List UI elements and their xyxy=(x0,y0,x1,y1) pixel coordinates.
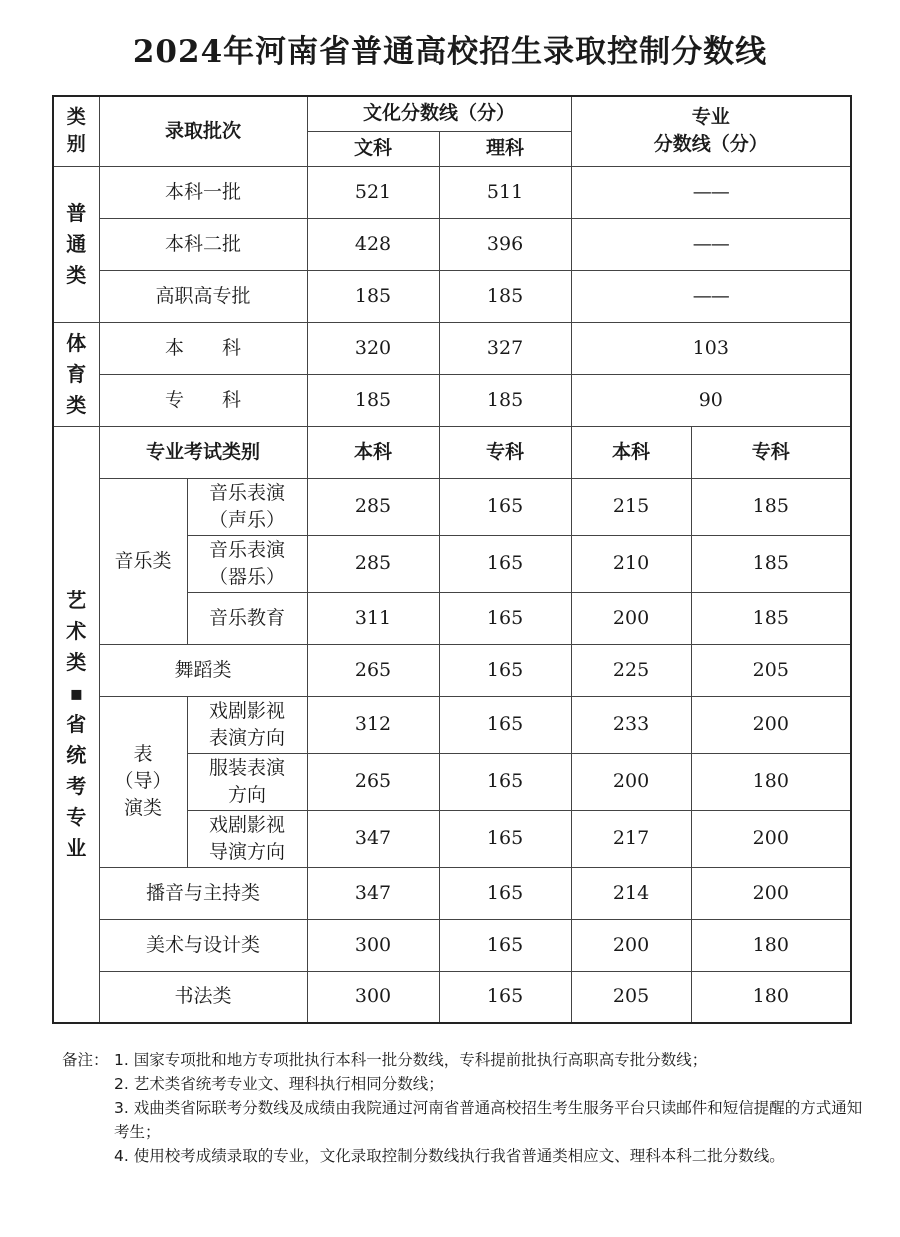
score-cell: 200 xyxy=(571,919,691,971)
score-cell: 165 xyxy=(439,810,571,867)
score-cell: 205 xyxy=(691,644,851,696)
score-cell: 217 xyxy=(571,810,691,867)
score-cell: 180 xyxy=(691,971,851,1023)
note-item: 4. 使用校考成绩录取的专业，文化录取控制分数线执行我省普通类相应文、理科本科二批分数线。 xyxy=(114,1147,785,1165)
score-cell: 285 xyxy=(307,535,439,592)
major-name: 播音与主持类 xyxy=(99,867,307,919)
score-cell: 312 xyxy=(307,696,439,753)
professional-score: —— xyxy=(571,270,851,322)
score-cell: 185 xyxy=(691,592,851,644)
science-score: 185 xyxy=(439,270,571,322)
score-cell: 165 xyxy=(439,535,571,592)
professional-score: 103 xyxy=(571,322,851,374)
score-cell: 165 xyxy=(439,644,571,696)
professional-score: 90 xyxy=(571,374,851,426)
score-cell: 165 xyxy=(439,867,571,919)
batch-header: 录取批次 xyxy=(99,96,307,166)
score-cell: 233 xyxy=(571,696,691,753)
science-score: 511 xyxy=(439,166,571,218)
category-header: 类 别 xyxy=(53,96,99,166)
science-score: 396 xyxy=(439,218,571,270)
score-cell: 285 xyxy=(307,478,439,535)
arts-score: 185 xyxy=(307,374,439,426)
major-name: 音乐表演（声乐） xyxy=(187,478,307,535)
arts-score: 320 xyxy=(307,322,439,374)
score-cell: 200 xyxy=(691,867,851,919)
culture-score-header: 文化分数线（分） xyxy=(307,96,571,131)
score-cell: 200 xyxy=(571,592,691,644)
score-cell: 165 xyxy=(439,753,571,810)
science-header: 理科 xyxy=(439,131,571,166)
score-cell: 165 xyxy=(439,971,571,1023)
music-group-label: 音乐类 xyxy=(99,478,187,644)
score-cell: 215 xyxy=(571,478,691,535)
major-name: 戏剧影视表演方向 xyxy=(187,696,307,753)
professional-score: —— xyxy=(571,218,851,270)
undergrad-culture-header: 本科 xyxy=(307,426,439,478)
score-cell: 265 xyxy=(307,644,439,696)
score-cell: 185 xyxy=(691,535,851,592)
major-name: 舞蹈类 xyxy=(99,644,307,696)
exam-category-header: 专业考试类别 xyxy=(99,426,307,478)
score-cell: 214 xyxy=(571,867,691,919)
score-cell: 300 xyxy=(307,919,439,971)
arts-header: 文科 xyxy=(307,131,439,166)
science-score: 185 xyxy=(439,374,571,426)
score-cell: 180 xyxy=(691,919,851,971)
arts-score: 521 xyxy=(307,166,439,218)
score-cell: 185 xyxy=(691,478,851,535)
major-name: 戏剧影视导演方向 xyxy=(187,810,307,867)
score-cell: 165 xyxy=(439,478,571,535)
score-cell: 300 xyxy=(307,971,439,1023)
score-cell: 180 xyxy=(691,753,851,810)
page-title: 2024年河南省普通高校招生录取控制分数线 xyxy=(132,34,768,70)
score-cell: 165 xyxy=(439,696,571,753)
arts-score: 185 xyxy=(307,270,439,322)
score-cell: 311 xyxy=(307,592,439,644)
professional-score-header: 专业 分数线（分） xyxy=(571,96,851,166)
major-name: 音乐教育 xyxy=(187,592,307,644)
batch-cell: 本科二批 xyxy=(99,218,307,270)
score-table xyxy=(52,95,852,1024)
score-cell: 200 xyxy=(691,810,851,867)
score-cell: 210 xyxy=(571,535,691,592)
score-cell: 265 xyxy=(307,753,439,810)
score-cell: 165 xyxy=(439,592,571,644)
score-cell: 200 xyxy=(571,753,691,810)
score-cell: 347 xyxy=(307,810,439,867)
score-cell: 165 xyxy=(439,919,571,971)
undergrad-prof-header: 本科 xyxy=(571,426,691,478)
batch-cell: 专 科 xyxy=(99,374,307,426)
major-name: 音乐表演（器乐） xyxy=(187,535,307,592)
art-category-label: 艺 术 类 ▪ 省 统 考 专 业 xyxy=(53,426,99,1023)
sports-category-label: 体 育 类 xyxy=(53,322,99,426)
notes-label: 备注： xyxy=(62,1051,109,1069)
batch-cell: 高职高专批 xyxy=(99,270,307,322)
major-name: 书法类 xyxy=(99,971,307,1023)
score-cell: 205 xyxy=(571,971,691,1023)
score-cell: 225 xyxy=(571,644,691,696)
science-score: 327 xyxy=(439,322,571,374)
junior-prof-header: 专科 xyxy=(691,426,851,478)
note-item: 1. 国家专项批和地方专项批执行本科一批分数线，专科提前批执行高职高专批分数线； xyxy=(114,1051,708,1069)
batch-cell: 本科一批 xyxy=(99,166,307,218)
major-name: 服装表演方向 xyxy=(187,753,307,810)
note-item: 2. 艺术类省统考专业文、理科执行相同分数线； xyxy=(114,1075,444,1093)
note-item: 3. 戏曲类省际联考分数线及成绩由我院通过河南省普通高校招生考生服务平台只读邮件和短信提醒的方式通知考生； xyxy=(114,1099,863,1141)
junior-culture-header: 专科 xyxy=(439,426,571,478)
general-category-label: 普 通 类 xyxy=(53,166,99,322)
score-cell: 347 xyxy=(307,867,439,919)
major-name: 美术与设计类 xyxy=(99,919,307,971)
professional-score: —— xyxy=(571,166,851,218)
batch-cell: 本 科 xyxy=(99,322,307,374)
arts-score: 428 xyxy=(307,218,439,270)
score-cell: 200 xyxy=(691,696,851,753)
acting-group-label: 表（导）演类 xyxy=(99,696,187,867)
